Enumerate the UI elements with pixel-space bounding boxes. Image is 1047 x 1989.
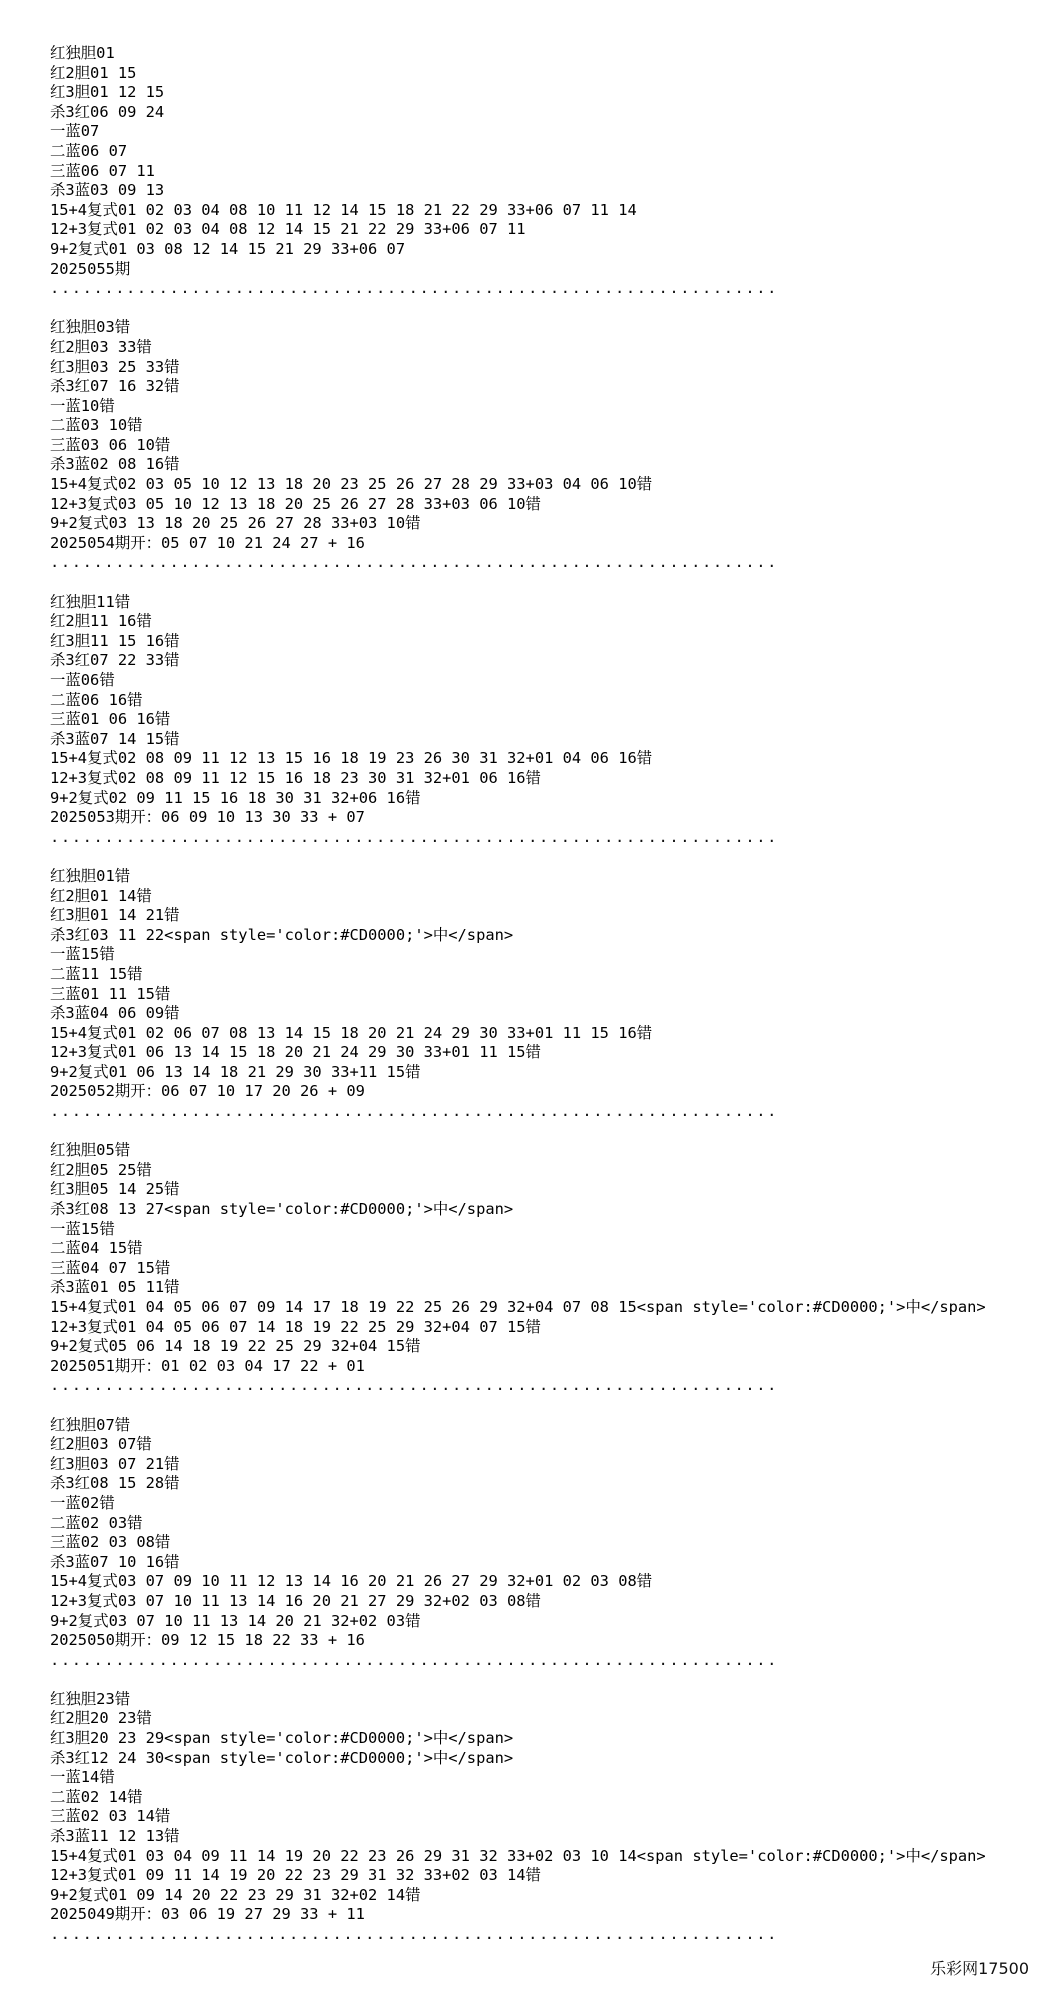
prediction-line: 一蓝15错: [50, 1219, 115, 1238]
prediction-line: 一蓝15错: [50, 945, 115, 964]
prediction-line: 杀3蓝02 08 16错: [50, 455, 180, 474]
prediction-line: 红2胆11 16错: [50, 612, 152, 631]
prediction-line: 红3胆11 15 16错: [50, 631, 180, 650]
prediction-block: [50, 44, 1040, 299]
prediction-line: 杀3红07 22 33错: [50, 651, 180, 670]
prediction-line: 二蓝06 07: [50, 141, 128, 160]
prediction-line: 9+2复式02 09 11 15 16 18 30 31 32+06 16错: [50, 788, 421, 807]
prediction-line: 红2胆01 14错: [50, 886, 152, 905]
prediction-line: 红2胆03 33错: [50, 337, 152, 356]
prediction-line: 杀3蓝07 14 15错: [50, 729, 180, 748]
prediction-line: 9+2复式03 13 18 20 25 26 27 28 33+03 10错: [50, 514, 421, 533]
prediction-line: 杀3蓝07 10 16错: [50, 1552, 180, 1571]
prediction-line: 杀3蓝11 12 13错: [50, 1827, 180, 1846]
dotted-separator: ...................................................................: [50, 279, 779, 298]
prediction-line: 15+4复式01 04 05 06 07 09 14 17 18 19 22 25 26 29 32+04 07 08 15<span style='color:#CD0000;'>中</span>: [50, 1298, 986, 1316]
prediction-line: 杀3红06 09 24: [50, 102, 165, 121]
prediction-line: 15+4复式01 02 03 04 08 10 11 12 14 15 18 21 22 29 33+06 07 11 14: [50, 200, 637, 219]
prediction-line: 一蓝07: [50, 122, 100, 141]
prediction-line: 三蓝04 07 15错: [50, 1258, 171, 1277]
prediction-line: 12+3复式02 08 09 11 12 15 16 18 23 30 31 32+01 06 16错: [50, 768, 541, 787]
prediction-line: 红独胆01: [50, 44, 115, 62]
prediction-line: 二蓝03 10错: [50, 416, 143, 435]
prediction-block: [50, 1416, 1040, 1671]
dotted-separator: ...................................................................: [50, 553, 779, 572]
prediction-line: 杀3红08 15 28错: [50, 1474, 180, 1493]
prediction-line: 9+2复式01 03 08 12 14 15 21 29 33+06 07: [50, 239, 406, 258]
dotted-separator: ...................................................................: [50, 1925, 779, 1943]
prediction-line: 红独胆05错: [50, 1141, 131, 1160]
prediction-line: 杀3红12 24 30<span style='color:#CD0000;'>中</span>: [50, 1748, 514, 1767]
prediction-line: 红独胆11错: [50, 592, 131, 611]
dotted-separator: ...................................................................: [50, 827, 779, 846]
prediction-line: 三蓝03 06 10错: [50, 435, 171, 454]
prediction-document: [50, 44, 1040, 1945]
prediction-line: 红独胆07错: [50, 1415, 131, 1434]
site-watermark: 乐彩网17500: [930, 1959, 1029, 1978]
prediction-block: [50, 867, 1040, 1122]
prediction-line: 红3胆05 14 25错: [50, 1180, 180, 1199]
prediction-line: 三蓝01 11 15错: [50, 984, 171, 1003]
prediction-line: 15+4复式02 08 09 11 12 13 15 16 18 19 23 26 30 31 32+01 04 06 16错: [50, 749, 653, 768]
prediction-line: 2025053期开：06 09 10 13 30 33 + 07: [50, 808, 365, 827]
prediction-line: 红独胆01错: [50, 866, 131, 885]
prediction-line: 12+3复式03 05 10 12 13 18 20 25 26 27 28 33+03 06 10错: [50, 494, 541, 513]
prediction-line: 15+4复式02 03 05 10 12 13 18 20 23 25 26 27 28 29 33+03 04 06 10错: [50, 475, 653, 494]
prediction-line: 2025055期: [50, 259, 131, 278]
prediction-line: 三蓝02 03 08错: [50, 1533, 171, 1552]
prediction-line: 9+2复式05 06 14 18 19 22 25 29 32+04 15错: [50, 1337, 421, 1356]
prediction-line: 2025050期开：09 12 15 18 22 33 + 16: [50, 1631, 365, 1650]
prediction-block: [50, 1141, 1040, 1396]
prediction-line: 二蓝02 14错: [50, 1787, 143, 1806]
dotted-separator: ...................................................................: [50, 1376, 779, 1395]
prediction-line: 12+3复式01 09 11 14 19 20 22 23 29 31 32 33+02 03 14错: [50, 1866, 541, 1885]
prediction-line: 二蓝04 15错: [50, 1239, 143, 1258]
dotted-separator: ...................................................................: [50, 1650, 779, 1669]
prediction-line: 2025049期开：03 06 19 27 29 33 + 11: [50, 1905, 365, 1924]
prediction-line: 杀3红03 11 22<span style='color:#CD0000;'>中</span>: [50, 925, 514, 944]
prediction-line: 红3胆20 23 29<span style='color:#CD0000;'>中</span>: [50, 1729, 514, 1748]
prediction-line: 红3胆01 12 15: [50, 83, 165, 102]
prediction-line: 红独胆23错: [50, 1689, 131, 1708]
prediction-line: 一蓝10错: [50, 396, 115, 415]
prediction-line: 三蓝02 03 14错: [50, 1807, 171, 1826]
prediction-line: 红独胆03错: [50, 318, 131, 337]
prediction-line: 杀3蓝04 06 09错: [50, 1004, 180, 1023]
prediction-line: 一蓝02错: [50, 1493, 115, 1512]
prediction-block: [50, 318, 1040, 573]
prediction-line: 2025052期开：06 07 10 17 20 26 + 09: [50, 1082, 365, 1101]
prediction-line: 三蓝01 06 16错: [50, 710, 171, 729]
prediction-line: 二蓝11 15错: [50, 964, 143, 983]
prediction-line: 红3胆01 14 21错: [50, 906, 180, 925]
prediction-line: 红2胆01 15: [50, 63, 137, 82]
prediction-line: 2025051期开：01 02 03 04 17 22 + 01: [50, 1356, 365, 1375]
prediction-line: 杀3红07 16 32错: [50, 377, 180, 396]
prediction-line: 12+3复式01 06 13 14 15 18 20 21 24 29 30 33+01 11 15错: [50, 1043, 541, 1062]
dotted-separator: ...................................................................: [50, 1102, 779, 1121]
prediction-line: 2025054期开：05 07 10 21 24 27 + 16: [50, 533, 365, 552]
prediction-block: [50, 1690, 1040, 1945]
prediction-line: 红2胆03 07错: [50, 1435, 152, 1454]
prediction-line: 12+3复式01 04 05 06 07 14 18 19 22 25 29 32+04 07 15错: [50, 1317, 541, 1336]
prediction-line: 红3胆03 25 33错: [50, 357, 180, 376]
prediction-line: 一蓝14错: [50, 1768, 115, 1787]
prediction-line: 二蓝02 03错: [50, 1513, 143, 1532]
prediction-line: 一蓝06错: [50, 671, 115, 689]
prediction-line: 9+2复式01 09 14 20 22 23 29 31 32+02 14错: [50, 1885, 421, 1904]
prediction-line: 三蓝06 07 11: [50, 161, 155, 180]
prediction-line: 红3胆03 07 21错: [50, 1454, 180, 1473]
prediction-line: 12+3复式03 07 10 11 13 14 16 20 21 27 29 32+02 03 08错: [50, 1591, 541, 1610]
prediction-line: 12+3复式01 02 03 04 08 12 14 15 21 22 29 33+06 07 11: [50, 220, 526, 239]
prediction-line: 15+4复式01 03 04 09 11 14 19 20 22 23 26 29 31 32 33+02 03 10 14<span style='color:#CD0000;'>中</span>: [50, 1846, 986, 1865]
prediction-line: 15+4复式03 07 09 10 11 12 13 14 16 20 21 26 27 29 32+01 02 03 08错: [50, 1572, 653, 1591]
prediction-line: 9+2复式01 06 13 14 18 21 29 30 33+11 15错: [50, 1062, 421, 1081]
prediction-line: 9+2复式03 07 10 11 13 14 20 21 32+02 03错: [50, 1611, 421, 1630]
prediction-block: [50, 593, 1040, 848]
prediction-line: 杀3红08 13 27<span style='color:#CD0000;'>中</span>: [50, 1200, 514, 1219]
prediction-line: 15+4复式01 02 06 07 08 13 14 15 18 20 21 24 29 30 33+01 11 15 16错: [50, 1023, 653, 1042]
prediction-line: 红2胆20 23错: [50, 1709, 152, 1728]
prediction-line: 二蓝06 16错: [50, 690, 143, 709]
prediction-line: 杀3蓝03 09 13: [50, 181, 165, 200]
prediction-line: 红2胆05 25错: [50, 1160, 152, 1179]
prediction-line: 杀3蓝01 05 11错: [50, 1278, 180, 1297]
